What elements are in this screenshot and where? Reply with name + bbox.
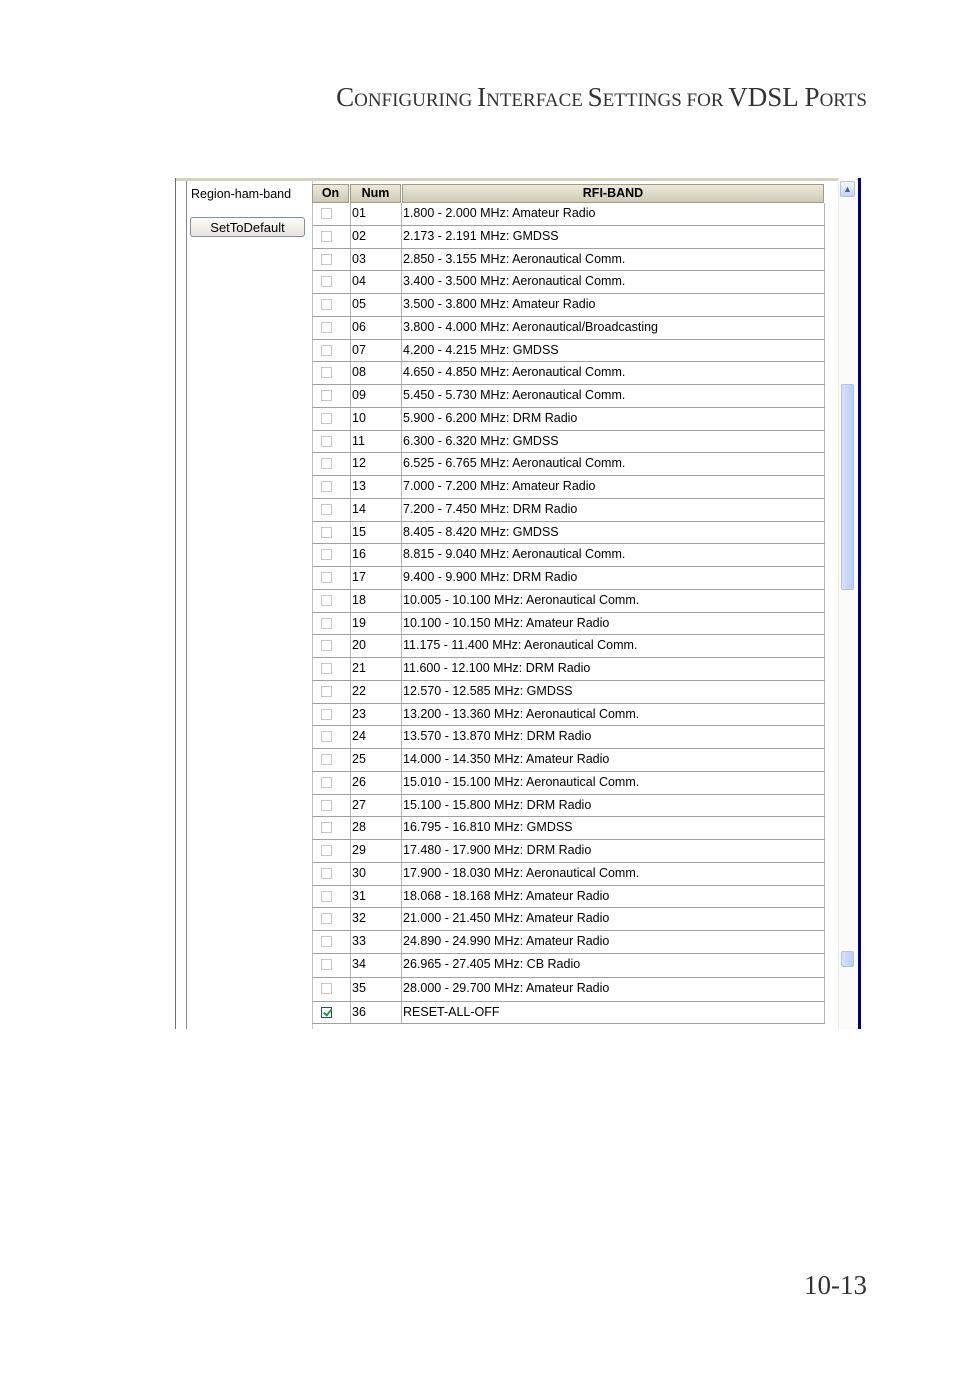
rfi-band-cell: 11.600 - 12.100 MHz: DRM Radio <box>401 658 825 680</box>
rfi-band-cell: 26.965 - 27.405 MHz: CB Radio <box>401 954 825 977</box>
rfi-band-cell: 3.400 - 3.500 MHz: Aeronautical Comm. <box>401 271 825 293</box>
num-cell: 04 <box>350 271 401 293</box>
on-cell <box>312 931 349 953</box>
num-cell: 26 <box>350 772 401 794</box>
on-cell <box>312 271 349 293</box>
on-cell <box>312 544 349 566</box>
rfi-band-cell: 12.570 - 12.585 MHz: GMDSS <box>401 681 825 703</box>
table-row <box>312 954 825 978</box>
num-cell: 27 <box>350 795 401 817</box>
table-row <box>312 294 825 317</box>
on-cell <box>312 476 349 498</box>
table-row <box>312 271 825 294</box>
on-checkbox[interactable] <box>321 709 332 720</box>
on-cell <box>312 840 349 862</box>
on-cell <box>312 681 349 703</box>
on-cell <box>312 817 349 839</box>
rfi-band-cell: 10.100 - 10.150 MHz: Amateur Radio <box>401 613 825 635</box>
on-cell <box>312 886 349 908</box>
rfi-band-cell: 15.010 - 15.100 MHz: Aeronautical Comm. <box>401 772 825 794</box>
rfi-band-cell: 5.450 - 5.730 MHz: Aeronautical Comm. <box>401 385 825 407</box>
on-checkbox[interactable] <box>321 504 332 515</box>
num-cell: 29 <box>350 840 401 862</box>
table-row <box>312 522 825 545</box>
num-cell: 16 <box>350 544 401 566</box>
rfi-band-cell: 1.800 - 2.000 MHz: Amateur Radio <box>401 203 825 225</box>
on-checkbox[interactable] <box>321 913 332 924</box>
on-checkbox[interactable] <box>321 458 332 469</box>
on-cell <box>312 658 349 680</box>
rfi-band-screenshot <box>175 178 861 1029</box>
on-cell <box>312 226 349 248</box>
table-row <box>312 317 825 340</box>
num-cell: 08 <box>350 362 401 384</box>
num-cell: 35 <box>350 978 401 1001</box>
vertical-scrollbar[interactable] <box>838 178 857 1029</box>
rfi-band-cell: 28.000 - 29.700 MHz: Amateur Radio <box>401 978 825 1001</box>
rfi-band-cell: 7.200 - 7.450 MHz: DRM Radio <box>401 499 825 521</box>
rfi-band-cell: 9.400 - 9.900 MHz: DRM Radio <box>401 567 825 589</box>
scroll-thumb[interactable] <box>841 384 854 590</box>
rfi-band-cell: 7.000 - 7.200 MHz: Amateur Radio <box>401 476 825 498</box>
on-cell <box>312 203 349 225</box>
rfi-band-cell: 11.175 - 11.400 MHz: Aeronautical Comm. <box>401 635 825 657</box>
header-rfi-band: RFI-BAND <box>402 184 824 203</box>
on-cell <box>312 863 349 885</box>
on-cell <box>312 795 349 817</box>
on-cell <box>312 453 349 475</box>
table-row <box>312 863 825 886</box>
num-cell: 01 <box>350 203 401 225</box>
on-cell <box>312 772 349 794</box>
on-checkbox[interactable] <box>321 936 332 947</box>
table-row <box>312 203 825 226</box>
num-cell: 17 <box>350 567 401 589</box>
num-cell: 22 <box>350 681 401 703</box>
header-num: Num <box>350 184 401 203</box>
num-cell: 18 <box>350 590 401 612</box>
table-row <box>312 840 825 863</box>
on-cell <box>312 978 349 1001</box>
num-cell: 19 <box>350 613 401 635</box>
on-checkbox[interactable] <box>321 231 332 242</box>
num-cell: 23 <box>350 704 401 726</box>
on-cell <box>312 590 349 612</box>
on-checkbox[interactable] <box>321 822 332 833</box>
num-cell: 34 <box>350 954 401 977</box>
on-checkbox[interactable] <box>321 572 332 583</box>
num-cell: 33 <box>350 931 401 953</box>
on-checkbox[interactable] <box>321 299 332 310</box>
on-cell <box>312 704 349 726</box>
on-cell <box>312 249 349 271</box>
on-cell <box>312 1002 349 1023</box>
table-row <box>312 908 825 931</box>
on-cell <box>312 385 349 407</box>
on-cell <box>312 362 349 384</box>
num-cell: 13 <box>350 476 401 498</box>
table-row <box>312 772 825 795</box>
num-cell: 02 <box>350 226 401 248</box>
on-checkbox[interactable] <box>321 208 332 219</box>
on-cell <box>312 635 349 657</box>
on-checkbox[interactable] <box>321 663 332 674</box>
rfi-band-cell: 13.200 - 13.360 MHz: Aeronautical Comm. <box>401 704 825 726</box>
on-checkbox[interactable] <box>321 276 332 287</box>
table-row <box>312 635 825 658</box>
num-cell: 10 <box>350 408 401 430</box>
rfi-band-cell: 21.000 - 21.450 MHz: Amateur Radio <box>401 908 825 930</box>
table-row <box>312 431 825 454</box>
table-row <box>312 795 825 818</box>
on-cell <box>312 408 349 430</box>
table-row <box>312 476 825 499</box>
on-checkbox[interactable] <box>321 891 332 902</box>
num-cell: 30 <box>350 863 401 885</box>
rfi-band-cell: 15.100 - 15.800 MHz: DRM Radio <box>401 795 825 817</box>
on-checkbox[interactable] <box>321 413 332 424</box>
on-checkbox[interactable] <box>321 1007 332 1018</box>
on-checkbox[interactable] <box>321 845 332 856</box>
on-checkbox[interactable] <box>321 959 332 970</box>
on-checkbox[interactable] <box>321 367 332 378</box>
on-cell <box>312 613 349 635</box>
num-cell: 03 <box>350 249 401 271</box>
on-checkbox[interactable] <box>321 777 332 788</box>
frame-left-border <box>175 178 176 1029</box>
on-checkbox[interactable] <box>321 731 332 742</box>
region-panel <box>186 181 313 1029</box>
chevron-up-icon[interactable]: ▲ <box>840 181 855 197</box>
on-cell <box>312 340 349 362</box>
num-cell: 12 <box>350 453 401 475</box>
rfi-band-cell: 14.000 - 14.350 MHz: Amateur Radio <box>401 749 825 771</box>
table-row <box>312 886 825 909</box>
on-checkbox[interactable] <box>321 527 332 538</box>
table-row <box>312 658 825 681</box>
num-cell: 11 <box>350 431 401 453</box>
table-row <box>312 590 825 613</box>
on-checkbox[interactable] <box>321 322 332 333</box>
table-row <box>312 340 825 363</box>
on-cell <box>312 726 349 748</box>
rfi-band-cell: 8.405 - 8.420 MHz: GMDSS <box>401 522 825 544</box>
on-checkbox[interactable] <box>321 345 332 356</box>
num-cell: 07 <box>350 340 401 362</box>
table-row <box>312 749 825 772</box>
table-row <box>312 385 825 408</box>
on-checkbox[interactable] <box>321 686 332 697</box>
set-to-default-button[interactable]: SetToDefault <box>190 217 305 237</box>
rfi-band-cell: 3.500 - 3.800 MHz: Amateur Radio <box>401 294 825 316</box>
on-checkbox[interactable] <box>321 254 332 265</box>
num-cell: 21 <box>350 658 401 680</box>
num-cell: 06 <box>350 317 401 339</box>
table-row <box>312 249 825 272</box>
on-checkbox[interactable] <box>321 640 332 651</box>
table-row <box>312 226 825 249</box>
rfi-band-cell: 6.300 - 6.320 MHz: GMDSS <box>401 431 825 453</box>
rfi-band-cell: 4.200 - 4.215 MHz: GMDSS <box>401 340 825 362</box>
table-row <box>312 681 825 704</box>
rfi-band-table <box>312 184 825 1029</box>
num-cell: 15 <box>350 522 401 544</box>
on-checkbox[interactable] <box>321 868 332 879</box>
table-row <box>312 544 825 567</box>
on-cell <box>312 567 349 589</box>
scroll-thumb-lower[interactable] <box>841 951 854 967</box>
rfi-band-cell: 5.900 - 6.200 MHz: DRM Radio <box>401 408 825 430</box>
table-row <box>312 726 825 749</box>
rfi-band-cell: 2.850 - 3.155 MHz: Aeronautical Comm. <box>401 249 825 271</box>
rfi-band-cell: 6.525 - 6.765 MHz: Aeronautical Comm. <box>401 453 825 475</box>
on-cell <box>312 431 349 453</box>
on-checkbox[interactable] <box>321 754 332 765</box>
on-checkbox[interactable] <box>321 436 332 447</box>
frame-right-border <box>858 178 861 1029</box>
table-row <box>312 1002 825 1024</box>
num-cell: 32 <box>350 908 401 930</box>
table-row <box>312 978 825 1002</box>
table-row <box>312 931 825 954</box>
rfi-band-cell: 17.480 - 17.900 MHz: DRM Radio <box>401 840 825 862</box>
table-row <box>312 499 825 522</box>
num-cell: 36 <box>350 1002 401 1023</box>
on-cell <box>312 908 349 930</box>
rfi-band-cell: 3.800 - 4.000 MHz: Aeronautical/Broadcasting <box>401 317 825 339</box>
rfi-band-cell: 4.650 - 4.850 MHz: Aeronautical Comm. <box>401 362 825 384</box>
table-row <box>312 613 825 636</box>
table-row <box>312 453 825 476</box>
rfi-band-cell: 18.068 - 18.168 MHz: Amateur Radio <box>401 886 825 908</box>
rfi-band-cell: RESET-ALL-OFF <box>401 1002 825 1023</box>
num-cell: 20 <box>350 635 401 657</box>
page-number: 10-13 <box>804 1270 867 1300</box>
rfi-band-cell: 24.890 - 24.990 MHz: Amateur Radio <box>401 931 825 953</box>
on-cell <box>312 317 349 339</box>
region-label: Region-ham-band <box>191 187 292 201</box>
rfi-band-cell: 16.795 - 16.810 MHz: GMDSS <box>401 817 825 839</box>
table-row <box>312 817 825 840</box>
num-cell: 31 <box>350 886 401 908</box>
header-on: On <box>312 184 349 203</box>
rfi-band-cell: 2.173 - 2.191 MHz: GMDSS <box>401 226 825 248</box>
num-cell: 05 <box>350 294 401 316</box>
rfi-band-cell: 17.900 - 18.030 MHz: Aeronautical Comm. <box>401 863 825 885</box>
rfi-band-cell: 10.005 - 10.100 MHz: Aeronautical Comm. <box>401 590 825 612</box>
num-cell: 28 <box>350 817 401 839</box>
num-cell: 14 <box>350 499 401 521</box>
rfi-band-cell: 8.815 - 9.040 MHz: Aeronautical Comm. <box>401 544 825 566</box>
on-cell <box>312 499 349 521</box>
table-row <box>312 704 825 727</box>
num-cell: 24 <box>350 726 401 748</box>
on-cell <box>312 954 349 977</box>
on-checkbox[interactable] <box>321 983 332 994</box>
table-row <box>312 567 825 590</box>
on-cell <box>312 522 349 544</box>
on-cell <box>312 749 349 771</box>
table-row <box>312 362 825 385</box>
on-checkbox[interactable] <box>321 481 332 492</box>
on-checkbox[interactable] <box>321 618 332 629</box>
on-checkbox[interactable] <box>321 595 332 606</box>
on-checkbox[interactable] <box>321 390 332 401</box>
rfi-band-cell: 13.570 - 13.870 MHz: DRM Radio <box>401 726 825 748</box>
num-cell: 09 <box>350 385 401 407</box>
running-head: CONFIGURING INTERFACE SETTINGS FOR VDSL PORTS <box>336 82 867 112</box>
on-cell <box>312 294 349 316</box>
table-row <box>312 408 825 431</box>
num-cell: 25 <box>350 749 401 771</box>
on-checkbox[interactable] <box>321 800 332 811</box>
on-checkbox[interactable] <box>321 549 332 560</box>
